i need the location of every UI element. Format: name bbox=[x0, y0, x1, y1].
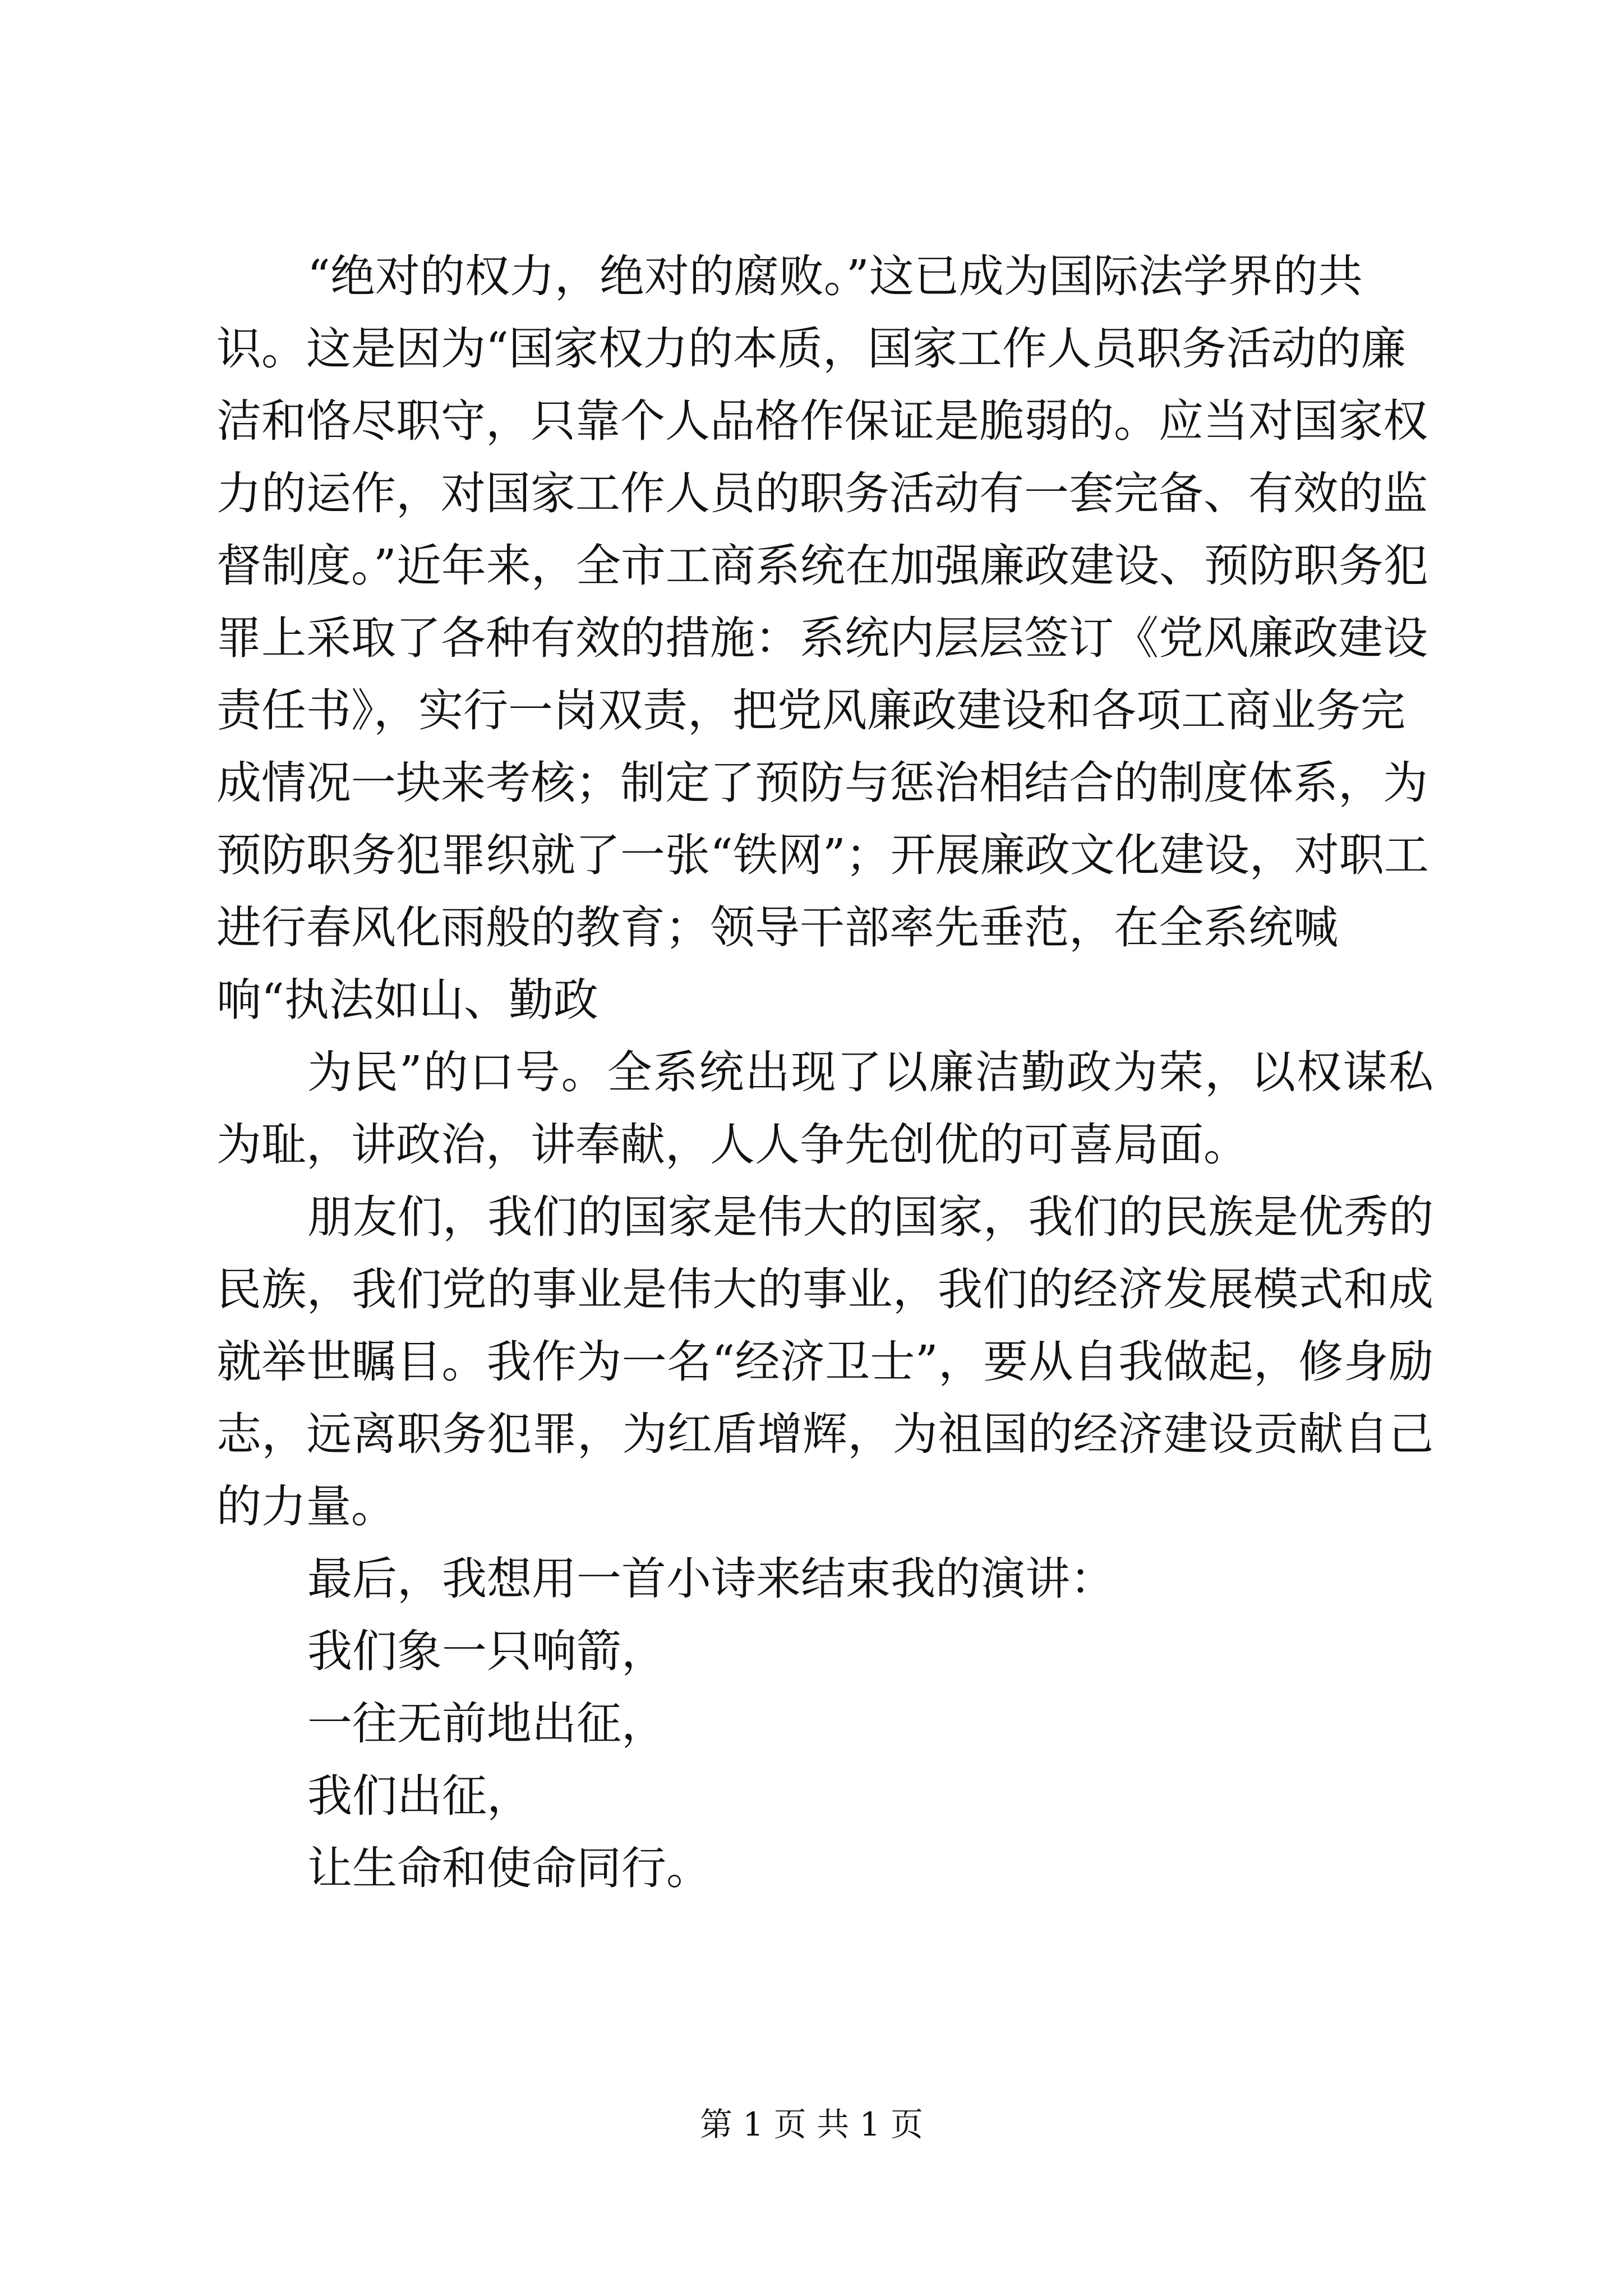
poem-line: 我们象一只响箭， bbox=[307, 1625, 666, 1677]
paragraph-slogan-continuation: 为民”的口号。全系统出现了以廉洁勤政为荣，以权谋私为耻，讲政治，讲奉献，人人争先创优的可喜局面。 bbox=[216, 1046, 1433, 1171]
poem-line: 我们出征， bbox=[307, 1770, 532, 1822]
poem-line: 一往无前地出征， bbox=[307, 1697, 666, 1750]
paragraph-closing-intro: 最后，我想用一首小诗来结束我的演讲： bbox=[307, 1553, 1115, 1605]
page-number: 第 1 页 共 1 页 bbox=[700, 2105, 923, 2143]
speech-body bbox=[216, 240, 1433, 1904]
paragraph-supervision: “绝对的权力，绝对的腐败。”这已成为国际法学界的共识。这是因为“国家权力的本质，国家工作人员职务活动的廉洁和恪尽职守，只靠个人品格作保证是脆弱的。应当对国家权力的运作，对国家工作人员的职务活动有一套完备、有效的监督制度。”近年来，全市工商系统在加强廉政建设、预防职务犯罪上采取了各种有效的措施：系统内层层签订《党风廉政建设责任书》，实行一岗双责，把党风廉政建设和各项工商业务完成情况一块来考核；制定了预防与惩治相结合的制度体系，为预防职务犯罪织就了一张“铁网”；开展廉政文化建设，对职工进行春风化雨般的教育；领导干部率先垂范，在全系统喊响“执法如山、勤政 bbox=[216, 250, 1429, 1026]
poem-line: 让生命和使命同行。 bbox=[307, 1842, 711, 1894]
page-footer bbox=[0, 2105, 1623, 2144]
paragraph-friends: 朋友们，我们的国家是伟大的国家，我们的民族是优秀的民族，我们党的事业是伟大的事业，我们的经济发展模式和成就举世瞩目。我作为一名“经济卫士”，要从自我做起，修身励志，远离职务犯罪，为红盾增辉，为祖国的经济建设贡献自己的力量。 bbox=[216, 1191, 1433, 1533]
